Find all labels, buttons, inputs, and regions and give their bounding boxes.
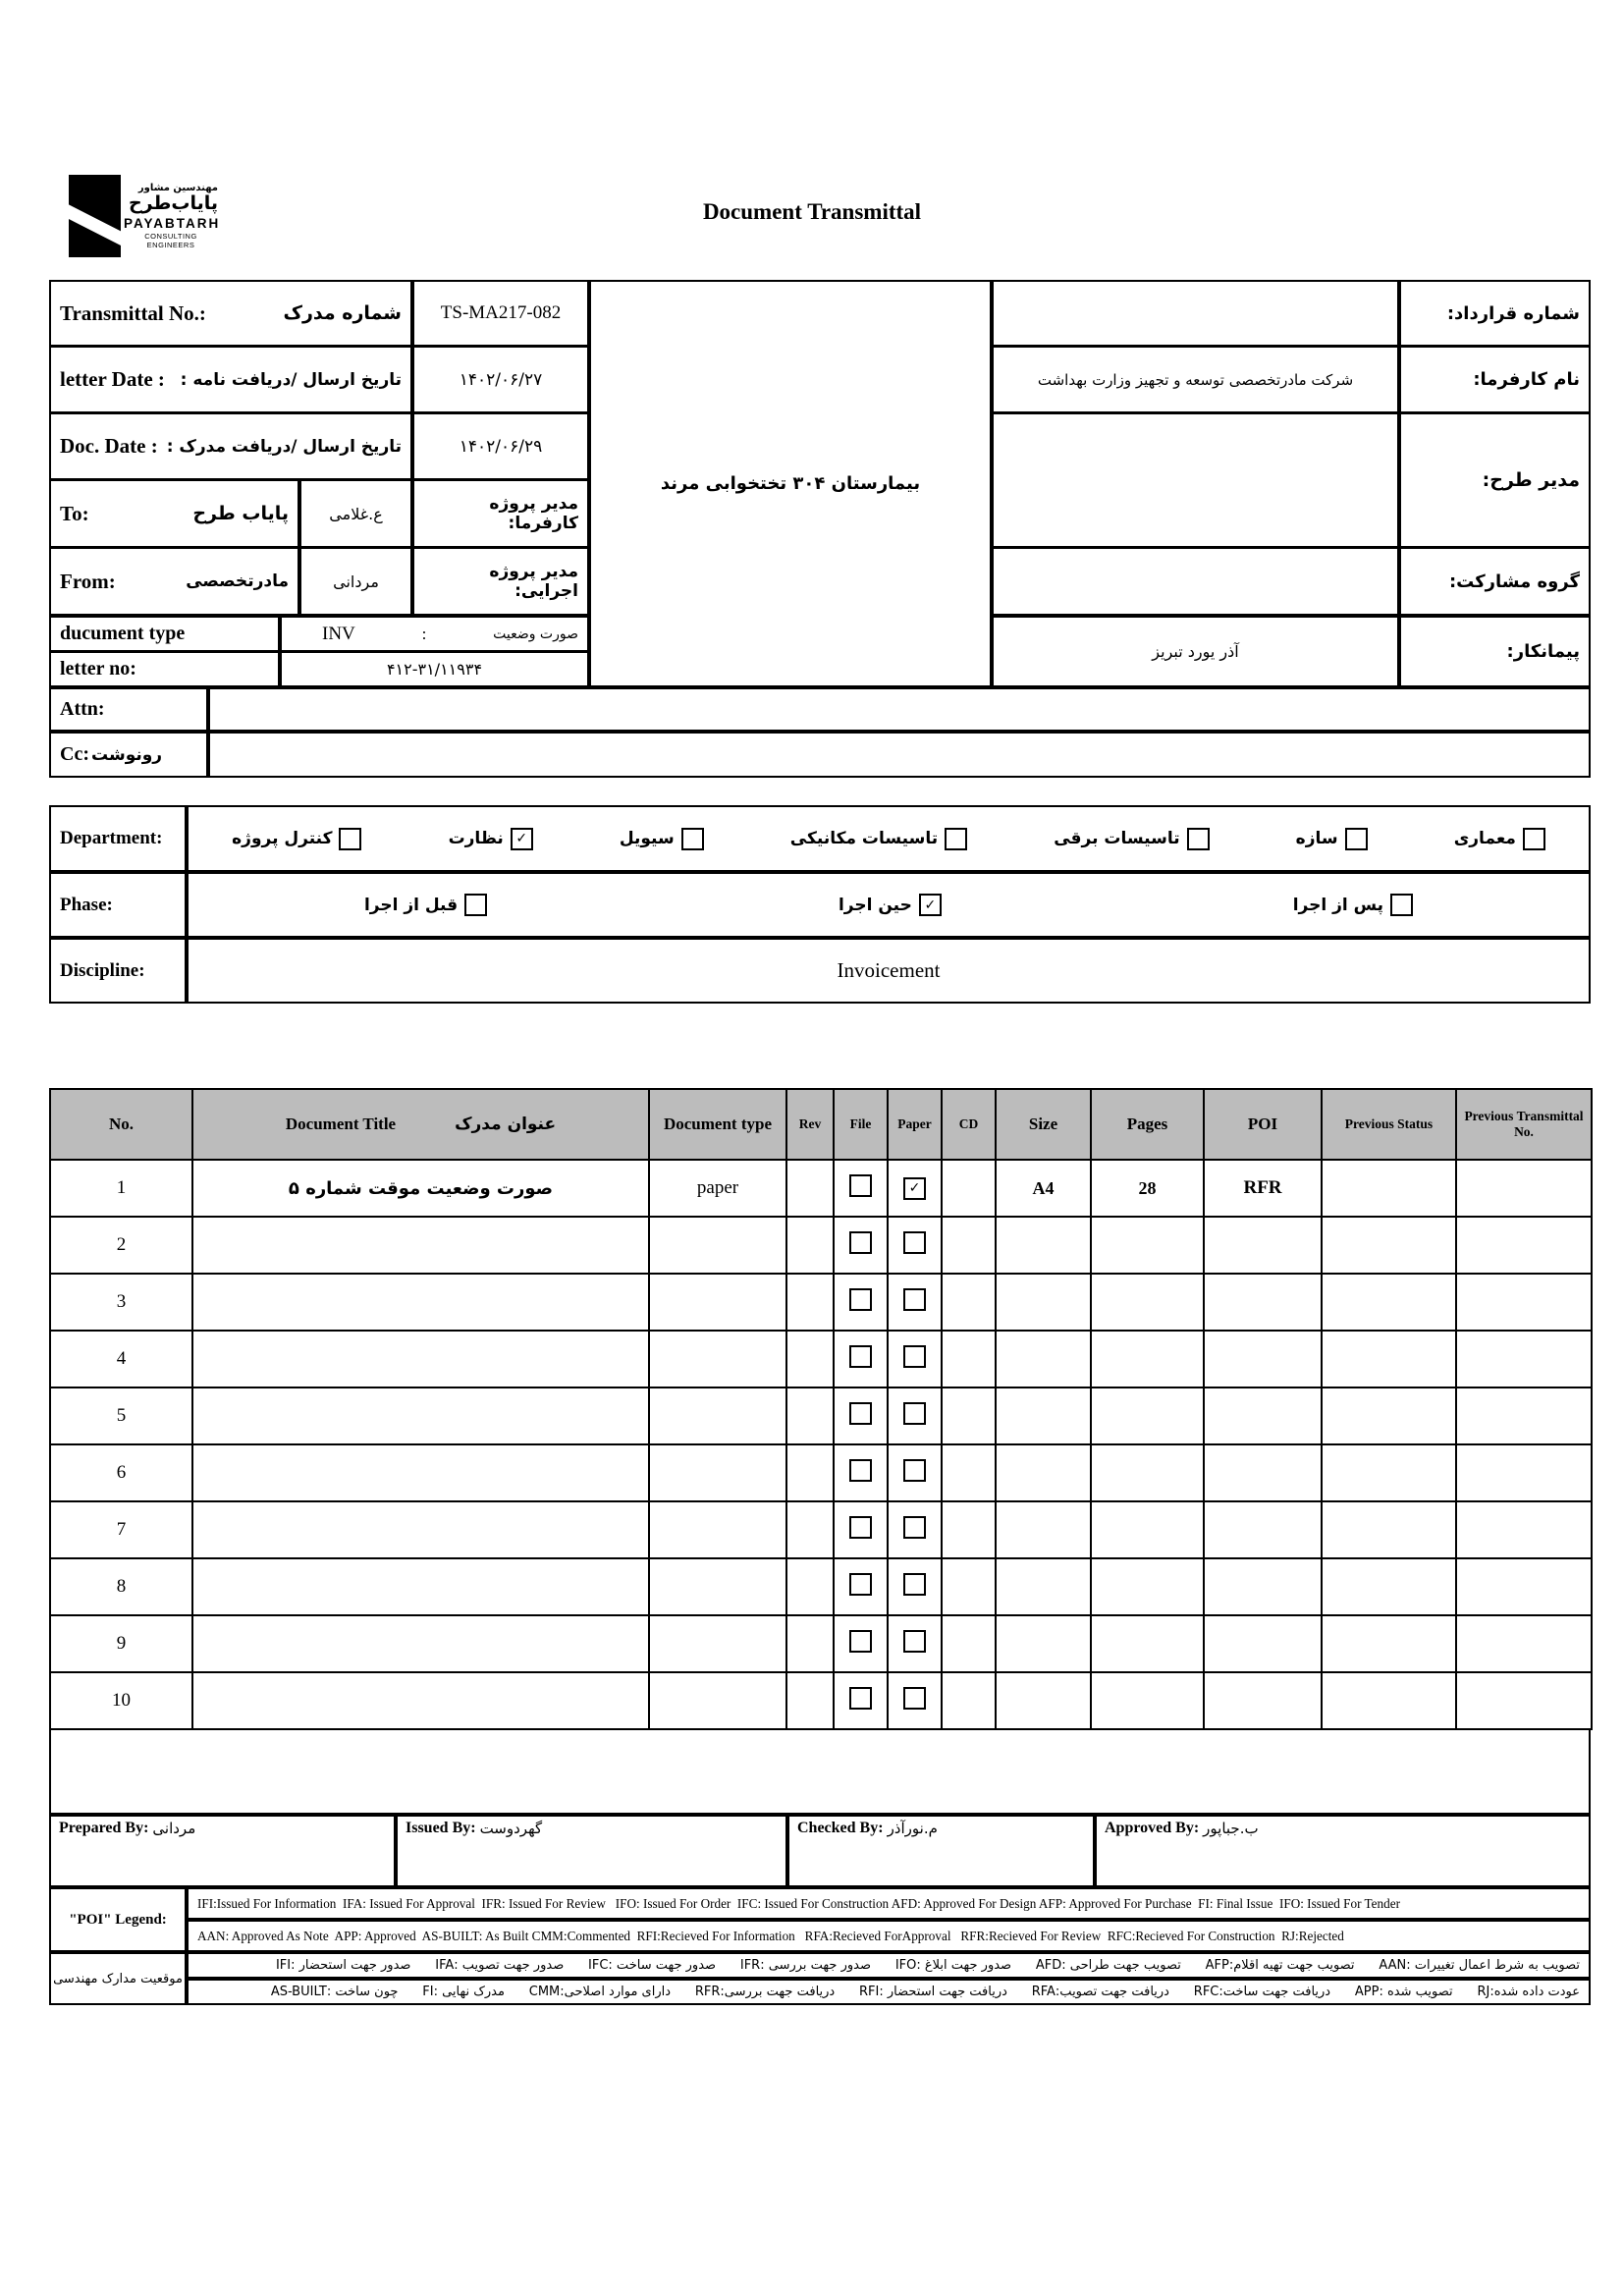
cc-label: Cc:	[60, 743, 89, 765]
cell-prev-transmittal	[1456, 1501, 1592, 1558]
cell-prev-status	[1322, 1160, 1456, 1217]
cell-file	[834, 1444, 888, 1501]
col-header-rev: Rev	[786, 1089, 834, 1160]
cell-poi	[1204, 1331, 1322, 1387]
cell-title	[192, 1444, 649, 1501]
doc-date-label-cell	[49, 412, 412, 480]
file-checkbox[interactable]	[849, 1459, 872, 1482]
cell-type	[649, 1331, 786, 1387]
col-header-title-en: Document Title	[285, 1115, 397, 1133]
cell-size	[996, 1217, 1091, 1274]
cell-no: 3	[50, 1274, 192, 1331]
checkbox[interactable]: ✓	[511, 828, 533, 850]
dept-option-architecture: معماری	[1454, 828, 1545, 850]
cell-prev-status	[1322, 1217, 1456, 1274]
cell-paper	[888, 1274, 942, 1331]
cell-cd	[942, 1672, 996, 1729]
cell-paper	[888, 1387, 942, 1444]
col-header-prev-status: Previous Status	[1322, 1089, 1456, 1160]
paper-checkbox[interactable]	[903, 1516, 926, 1539]
cell-prev-status	[1322, 1444, 1456, 1501]
logo-en-name: PAYABTARH	[124, 215, 221, 231]
cell-prev-transmittal	[1456, 1331, 1592, 1387]
cell-rev	[786, 1444, 834, 1501]
project-name-cell: بیمارستان ۳۰۴ تختخوابی مرند	[589, 280, 992, 687]
cell-file	[834, 1558, 888, 1615]
file-checkbox[interactable]	[849, 1231, 872, 1254]
issued-by-box	[396, 1815, 787, 1887]
cell-type	[649, 1615, 786, 1672]
letter-date-value: ۱۴۰۲/۰۶/۲۷	[412, 346, 589, 413]
transmittal-no-label-cell	[49, 280, 412, 347]
doc-table-body	[50, 1160, 1592, 1729]
attn-label: Attn:	[60, 698, 105, 720]
cell-title	[192, 1274, 649, 1331]
cell-prev-transmittal	[1456, 1672, 1592, 1729]
cell-file	[834, 1387, 888, 1444]
cell-rev	[786, 1160, 834, 1217]
cell-pages	[1091, 1558, 1204, 1615]
table-row	[50, 1160, 1592, 1217]
poi-legend-en-line2: AAN: Approved As Note APP: Approved AS-BUILT: As Built CMM:Commented RFI:Recieved For Information RFA:Recieved ForApproval RFR:Recieved For Review RFC:Recieved For Construction RJ:Rejected	[187, 1920, 1591, 1952]
cell-poi	[1204, 1615, 1322, 1672]
cell-rev	[786, 1672, 834, 1729]
attn-label-cell	[49, 687, 208, 732]
cell-rev	[786, 1501, 834, 1558]
logo-fa-tagline: مهندسین مشاور	[137, 183, 218, 193]
contractor-value: آذر یورد تبریز	[992, 616, 1399, 687]
col-header-title-fa: عنوان مدرک	[455, 1115, 557, 1134]
cell-no: 8	[50, 1558, 192, 1615]
cell-file	[834, 1615, 888, 1672]
department-options-row	[187, 805, 1591, 872]
letter-no-label-cell	[49, 651, 280, 687]
letter-date-label-en: letter Date :	[60, 367, 165, 391]
cell-prev-transmittal	[1456, 1274, 1592, 1331]
department-label: Department:	[60, 828, 163, 848]
cell-pages	[1091, 1387, 1204, 1444]
letter-date-label-fa: تاریخ ارسال /دریافت نامه :	[180, 369, 402, 390]
cell-poi	[1204, 1217, 1322, 1274]
cell-no: 4	[50, 1331, 192, 1387]
design-manager-value	[992, 412, 1399, 548]
cell-size	[996, 1615, 1091, 1672]
cell-type	[649, 1558, 786, 1615]
cell-prev-status	[1322, 1615, 1456, 1672]
table-row	[50, 1615, 1592, 1672]
table-row	[50, 1501, 1592, 1558]
cell-title	[192, 1558, 649, 1615]
contract-no-value	[992, 280, 1399, 347]
cell-size	[996, 1558, 1091, 1615]
dept-option-supervision: ✓ نظارت	[449, 828, 533, 850]
letter-date-label-cell	[49, 346, 412, 413]
col-header-file: File	[834, 1089, 888, 1160]
checkbox[interactable]	[945, 828, 967, 850]
cell-paper	[888, 1160, 942, 1217]
phase-label-cell	[49, 872, 187, 938]
prepared-by-box	[49, 1815, 396, 1887]
cell-paper	[888, 1217, 942, 1274]
table-row	[50, 1274, 1592, 1331]
cell-rev	[786, 1387, 834, 1444]
file-checkbox[interactable]	[849, 1174, 872, 1197]
cell-no: 1	[50, 1160, 192, 1217]
fa-legend-line1: تصویب به شرط اعمال تغییرات :AAN تصویب جهت تهیه اقلام:AFP تصویب جهت طراحی :AFD صدور جهت ابلاغ :IFO صدور جهت بررسی :IFR صدور جهت ساخت :IFC صدور جهت تصویب :IFA صدور جهت استحضار :IFI	[187, 1952, 1591, 1979]
cell-title	[192, 1615, 649, 1672]
col-header-pages: Pages	[1091, 1089, 1204, 1160]
cell-prev-transmittal	[1456, 1558, 1592, 1615]
jv-label: گروه مشارکت:	[1399, 547, 1591, 616]
dept-option-mechanical: تاسیسات مکانیکی	[790, 828, 967, 850]
checkbox[interactable]	[1187, 828, 1210, 850]
cell-rev	[786, 1615, 834, 1672]
document-type-fa: صورت وضعیت	[493, 626, 578, 642]
cell-size	[996, 1444, 1091, 1501]
paper-checkbox[interactable]	[903, 1459, 926, 1482]
from-label: From:	[60, 569, 116, 593]
cell-prev-status	[1322, 1672, 1456, 1729]
poi-legend-label: "POI" Legend:	[49, 1887, 187, 1952]
department-label-cell	[49, 805, 187, 872]
dept-option-project-control: کنترل پروژه	[232, 828, 361, 850]
col-header-paper: Paper	[888, 1089, 942, 1160]
from-cell	[49, 547, 299, 616]
cell-file	[834, 1217, 888, 1274]
cell-pages	[1091, 1274, 1204, 1331]
col-header-poi: POI	[1204, 1089, 1322, 1160]
table-row	[50, 1444, 1592, 1501]
cell-prev-transmittal	[1456, 1615, 1592, 1672]
cell-cd	[942, 1615, 996, 1672]
checkbox[interactable]	[1345, 828, 1368, 850]
document-type-code: INV	[322, 623, 355, 644]
cell-file	[834, 1331, 888, 1387]
cell-size	[996, 1501, 1091, 1558]
cell-cd	[942, 1501, 996, 1558]
doc-date-label-fa: تاریخ ارسال /دریافت مدرک :	[166, 436, 402, 457]
issued-by-label: Issued By:	[406, 1820, 476, 1836]
remarks-empty-area	[49, 1728, 1591, 1815]
to-role: مدیر پروژه کارفرما:	[412, 479, 589, 548]
cell-prev-status	[1322, 1331, 1456, 1387]
checkbox[interactable]	[464, 894, 487, 916]
document-type-value-cell	[280, 616, 589, 652]
cell-no: 10	[50, 1672, 192, 1729]
document-type-label: ducument type	[60, 623, 186, 644]
phase-label: Phase:	[60, 894, 113, 915]
cell-poi	[1204, 1274, 1322, 1331]
cell-file	[834, 1160, 888, 1217]
cell-size	[996, 1274, 1091, 1331]
contractor-label: پیمانکار:	[1399, 616, 1591, 687]
to-value: پایاب طرح	[192, 503, 289, 524]
transmittal-no-label-fa: شماره مدرک	[283, 302, 402, 324]
col-header-prev-transmittal: Previous Transmittal No.	[1456, 1089, 1592, 1160]
prepared-by-name: مردانی	[152, 1820, 196, 1837]
cell-cd	[942, 1331, 996, 1387]
to-contact: ع.غلامی	[299, 479, 412, 548]
cell-type	[649, 1274, 786, 1331]
approved-by-label: Approved By:	[1105, 1820, 1200, 1836]
doc-date-label-en: Doc. Date :	[60, 434, 158, 458]
document-list-table	[49, 1088, 1593, 1730]
cell-pages	[1091, 1501, 1204, 1558]
checked-by-label: Checked By:	[797, 1820, 884, 1836]
page-title: Document Transmittal	[702, 199, 922, 224]
doc-date-value: ۱۴۰۲/۰۶/۲۹	[412, 412, 589, 480]
paper-checkbox[interactable]: ✓	[903, 1177, 926, 1200]
transmittal-no-label-en: Transmittal No.:	[60, 300, 206, 325]
table-row	[50, 1217, 1592, 1274]
cell-cd	[942, 1160, 996, 1217]
fa-legend-label: موقعیت مدارک مهندسی	[49, 1952, 187, 2005]
cell-prev-transmittal	[1456, 1217, 1592, 1274]
cell-title	[192, 1672, 649, 1729]
cell-title: صورت وضعیت موقت شماره ۵	[192, 1160, 649, 1217]
checked-by-box	[787, 1815, 1095, 1887]
discipline-value: Invoicement	[187, 938, 1591, 1004]
logo-en-subtitle: CONSULTING ENGINEERS	[144, 232, 197, 250]
contract-no-label: شماره قرارداد:	[1399, 280, 1591, 347]
cell-file	[834, 1501, 888, 1558]
dept-option-electrical: تاسیسات برقی	[1054, 828, 1209, 850]
cell-poi	[1204, 1387, 1322, 1444]
cell-prev-status	[1322, 1387, 1456, 1444]
col-header-type: Document type	[649, 1089, 786, 1160]
file-checkbox[interactable]	[849, 1630, 872, 1653]
cell-title	[192, 1331, 649, 1387]
checkbox[interactable]: ✓	[919, 894, 942, 916]
client-label: نام کارفرما:	[1399, 346, 1591, 413]
cell-no: 9	[50, 1615, 192, 1672]
cell-pages	[1091, 1615, 1204, 1672]
cell-title	[192, 1217, 649, 1274]
cell-paper	[888, 1331, 942, 1387]
cell-paper	[888, 1444, 942, 1501]
paper-checkbox[interactable]	[903, 1687, 926, 1710]
cell-type	[649, 1444, 786, 1501]
phase-option-before-execution: قبل از اجرا	[364, 894, 487, 916]
cell-type	[649, 1672, 786, 1729]
to-label: To:	[60, 501, 89, 525]
cell-cd	[942, 1217, 996, 1274]
cell-paper	[888, 1672, 942, 1729]
from-contact: مردانی	[299, 547, 412, 616]
cell-cd	[942, 1558, 996, 1615]
cell-title	[192, 1501, 649, 1558]
cell-no: 7	[50, 1501, 192, 1558]
dept-option-structure: سازه	[1296, 828, 1368, 850]
paper-checkbox[interactable]	[903, 1345, 926, 1368]
cell-rev	[786, 1274, 834, 1331]
cell-no: 6	[50, 1444, 192, 1501]
cell-prev-status	[1322, 1558, 1456, 1615]
cell-no: 2	[50, 1217, 192, 1274]
col-header-size: Size	[996, 1089, 1091, 1160]
jv-value	[992, 547, 1399, 616]
poi-legend-en-line1: IFI:Issued For Information IFA: Issued For Approval IFR: Issued For Review IFO: Issued For Order IFC: Issued For Construction AFD: Approved For Design AFP: Approved For Purchase FI: Final Issue IFO: Issued For Tender	[187, 1887, 1591, 1920]
doc-table-header-row	[50, 1089, 1592, 1160]
checked-by-name: م.نورآذر	[887, 1820, 938, 1837]
cell-poi	[1204, 1558, 1322, 1615]
discipline-label: Discipline:	[60, 959, 145, 981]
file-checkbox[interactable]	[849, 1687, 872, 1710]
file-checkbox[interactable]	[849, 1516, 872, 1539]
cell-title	[192, 1387, 649, 1444]
cell-type	[649, 1387, 786, 1444]
client-value: شرکت مادرتخصصی توسعه و تجهیز وزارت بهداشت	[992, 346, 1399, 413]
fa-legend-line2: عودت داده شده:RJ تصویب شده :APP دریافت جهت ساخت:RFC دریافت جهت تصویب:RFA دریافت جهت استحضار :RFI دریافت جهت بررسی:RFR دارای موارد اصلاحی:CMM مدرک نهایی :FI چون ساخت :AS-BUILT	[187, 1979, 1591, 2005]
cell-rev	[786, 1331, 834, 1387]
cell-size	[996, 1672, 1091, 1729]
paper-checkbox[interactable]	[903, 1231, 926, 1254]
file-checkbox[interactable]	[849, 1288, 872, 1311]
cell-prev-transmittal	[1456, 1160, 1592, 1217]
paper-checkbox[interactable]	[903, 1288, 926, 1311]
cell-pages: 28	[1091, 1160, 1204, 1217]
cell-poi	[1204, 1501, 1322, 1558]
checkbox[interactable]	[681, 828, 704, 850]
col-header-no: No.	[50, 1089, 192, 1160]
approved-by-box	[1095, 1815, 1591, 1887]
cell-prev-status	[1322, 1501, 1456, 1558]
paper-checkbox[interactable]	[903, 1630, 926, 1653]
cc-label-fa: رونوشت	[90, 744, 163, 765]
table-row	[50, 1387, 1592, 1444]
paper-checkbox[interactable]	[903, 1402, 926, 1425]
cell-file	[834, 1274, 888, 1331]
letter-no-value: ۴۱۲-۳۱/۱۱۹۳۴	[280, 651, 589, 687]
to-cell	[49, 479, 299, 548]
cell-cd	[942, 1274, 996, 1331]
cell-pages	[1091, 1217, 1204, 1274]
cell-no: 5	[50, 1387, 192, 1444]
document-type-label-cell	[49, 616, 280, 652]
cell-poi	[1204, 1672, 1322, 1729]
cell-paper	[888, 1501, 942, 1558]
file-checkbox[interactable]	[849, 1402, 872, 1425]
cell-prev-transmittal	[1456, 1444, 1592, 1501]
file-checkbox[interactable]	[849, 1345, 872, 1368]
cell-type	[649, 1501, 786, 1558]
cell-cd	[942, 1387, 996, 1444]
phase-option-after-execution: پس از اجرا	[1293, 894, 1413, 916]
issued-by-name: گهردوست	[479, 1820, 543, 1837]
from-role: مدیر پروژه اجرایی:	[412, 547, 589, 616]
checkbox[interactable]	[1390, 894, 1413, 916]
discipline-label-cell	[49, 938, 187, 1004]
cell-type	[649, 1217, 786, 1274]
cell-prev-status	[1322, 1274, 1456, 1331]
approved-by-name: ب.جباپور	[1203, 1820, 1259, 1837]
document-type-colon: :	[421, 624, 427, 643]
cell-file	[834, 1672, 888, 1729]
cell-poi: RFR	[1204, 1160, 1322, 1217]
cell-pages	[1091, 1672, 1204, 1729]
checkbox[interactable]	[339, 828, 361, 850]
table-row	[50, 1672, 1592, 1729]
cell-pages	[1091, 1444, 1204, 1501]
cell-cd	[942, 1444, 996, 1501]
letter-no-label: letter no:	[60, 658, 136, 680]
dept-option-civil: سیویل	[620, 828, 704, 850]
transmittal-no-value: TS-MA217-082	[412, 280, 589, 347]
attn-value	[208, 687, 1591, 732]
cell-size: A4	[996, 1160, 1091, 1217]
col-header-title	[192, 1089, 649, 1160]
cc-value	[208, 732, 1591, 778]
cell-prev-transmittal	[1456, 1387, 1592, 1444]
cell-paper	[888, 1558, 942, 1615]
cell-paper	[888, 1615, 942, 1672]
phase-option-during-execution: ✓ حین اجرا	[839, 894, 942, 916]
cell-rev	[786, 1558, 834, 1615]
prepared-by-label: Prepared By:	[59, 1820, 149, 1836]
cell-poi	[1204, 1444, 1322, 1501]
from-value: مادرتخصصی	[186, 571, 289, 591]
paper-checkbox[interactable]	[903, 1573, 926, 1596]
logo-fa-name: پایاب‌طرح	[128, 192, 218, 214]
cell-size	[996, 1331, 1091, 1387]
cell-pages	[1091, 1331, 1204, 1387]
table-row	[50, 1331, 1592, 1387]
cc-label-cell	[49, 732, 208, 778]
table-row	[50, 1558, 1592, 1615]
cell-rev	[786, 1217, 834, 1274]
file-checkbox[interactable]	[849, 1573, 872, 1596]
checkbox[interactable]	[1523, 828, 1545, 850]
phase-options-row	[187, 872, 1591, 938]
col-header-cd: CD	[942, 1089, 996, 1160]
cell-type: paper	[649, 1160, 786, 1217]
cell-size	[996, 1387, 1091, 1444]
design-manager-label: مدیر طرح:	[1399, 412, 1591, 548]
